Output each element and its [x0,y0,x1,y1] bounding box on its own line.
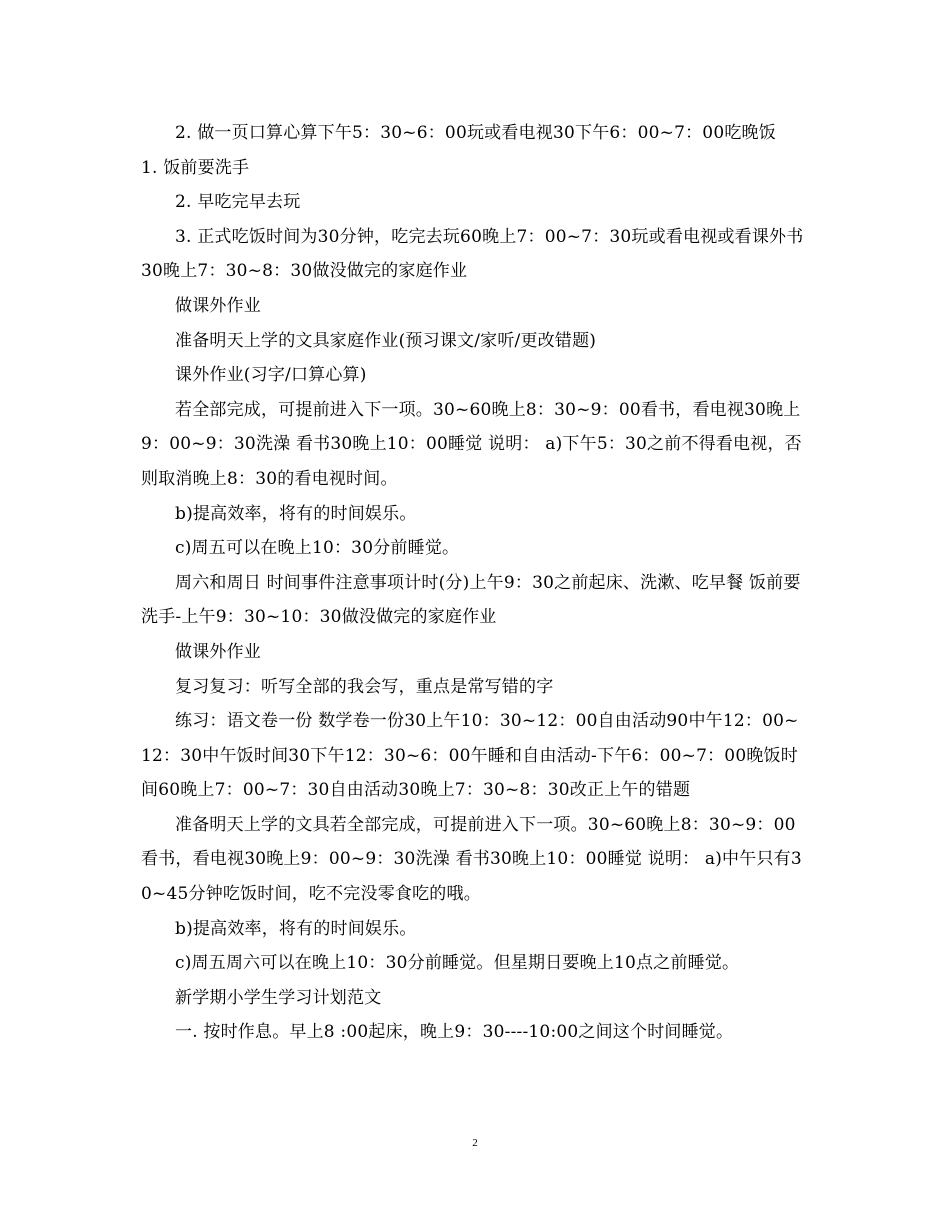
paragraph-prepare-supplies: 准备明天上学的文具家庭作业(预习课文/家听/更改错题) [175,330,597,351]
paragraph-note-c: c)周五可以在晚上10：30分前睡觉。 [175,538,460,559]
paragraph-weekend-evening: 准备明天上学的文具若全部完成，可提前进入下一项。30~60晚上8：30~9：00看书，看电视30晚上9：00~9：30洗澡 看书30晚上10：00睡觉 说明： a)中午只有30~45分钟吃饭时间，吃不完没零食吃的哦。 [141,814,802,905]
paragraph-eat-early: 2. 早吃完早去玩 [175,192,301,213]
paragraph-homework-item-2: 2. 做一页口算心算下午5：30~6：00玩或看电视30下午6：00~7：00吃晚饭 [175,123,776,143]
section-heading: 新学期小学生学习计划范文 [175,987,382,1008]
document-body [141,116,809,1050]
paragraph-weekend-note-b: b)提高效率，将有的时间娱乐。 [175,918,417,939]
paragraph-weekend-schedule: 周六和周日 时间事件注意事项计时(分)上午9：30之前起床、洗漱、吃早餐 饭前要洗手-上午9：30~10：30做没做完的家庭作业 [141,572,801,628]
paragraph-extra-exercises: 课外作业(习字/口算心算) [175,365,367,386]
paragraph-weekday-evening: 若全部完成，可提前进入下一项。30~60晚上8：30~9：00看书，看电视30晚上9：00~9：30洗澡 看书30晚上10：00睡觉 说明： a)下午5：30之前不得看电视，否则取消晚上8：30的看电视时间。 [141,399,802,489]
paragraph-practice: 练习：语文卷一份 数学卷一份30上午10：30~12：00自由活动90中午12：00~12：30中午饭时间30下午12：30~6：00午睡和自由活动-下午6：00~7：00晚饭时间60晚上7：00~7：30自由活动30晚上7：30~8：30改正上午的错题 [141,711,799,801]
paragraph-wash-hands: 1. 饭前要洗手 [141,157,250,178]
paragraph-extra-homework: 做课外作业 [175,295,261,316]
paragraph-weekend-note-c: c)周五周六可以在晚上10：30分前睡觉。但星期日要晚上10点之前睡觉。 [175,953,740,974]
paragraph-note-b: b)提高效率，将有的时间娱乐。 [175,503,417,524]
paragraph-schedule-item-1: 一. 按时作息。早上8 :00起床，晚上9：30----10:00之间这个时间睡觉。 [175,1022,734,1043]
paragraph-review: 复习复习：听写全部的我会写，重点是常写错的字 [175,676,554,697]
paragraph-meal-time: 3. 正式吃饭时间为30分钟，吃完去玩60晚上7：00~7：30玩或看电视或看课外书30晚上7：30~8：30做没做完的家庭作业 [141,226,804,282]
paragraph-extra-homework-weekend: 做课外作业 [175,641,261,662]
page-number: 2 [472,1137,478,1149]
